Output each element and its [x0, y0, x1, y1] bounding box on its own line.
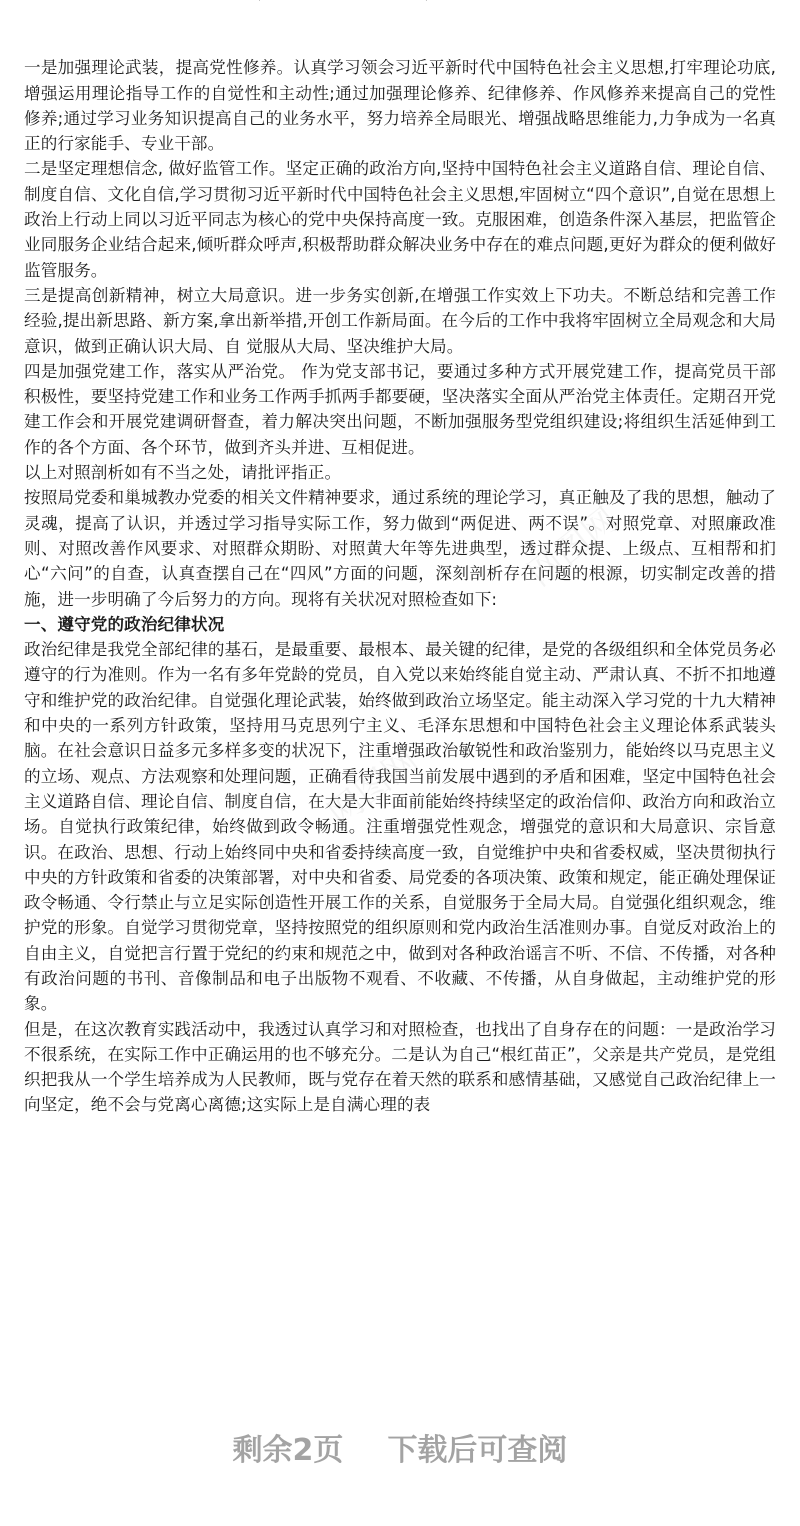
paragraph-political-discipline: 政治纪律是我党全部纪律的基石，是最重要、最根本、最关键的纪律，是党的各级组织和全体党员务必遵守的行为准则。作为一名有多年党龄的党员，自入党以来始终能自觉主动、严肃认真、不折不扣地遵守和维护党的政治纪律。自觉强化理论武装，始终做到政治立场坚定。能主动深入学习党的十九大精神和中央的一系列方针政策，坚持用马克思列宁主义、毛泽东思想和中国特色社会主义理论体系武装头脑。在社会意识日益多元多样多变的状况下，注重增强政治敏锐性和政治鉴别力，能始终以马克思主义的立场、观点、方法观察和处理问题，正确看待我国当前发展中遇到的矛盾和困难，坚定中国特色社会主义道路自信、理论自信、制度自信，在大是大非面前能始终持续坚定的政治信仰、政治方向和政治立场。自觉执行政策纪律，始终做到政令畅通。注重增强党性观念，增强党的意识和大局意识、宗旨意识。在政治、思想、行动上始终同中央和省委持续高度一致，自觉维护中央和省委权威，坚决贯彻执行中央的方针政策和省委的决策部署，对中央和省委、局党委的各项决策、政策和规定，能正确处理保证政令畅通、令行禁止与立足实际创造性开展工作的关系，自觉服务于全局大局。自觉强化组织观念，维护党的形象。自觉学习贯彻党章，坚持按照党的组织原则和党内政治生活准则办事。自觉反对政治上的自由主义，自觉把言行置于党纪的约束和规范之中，做到对各种政治谣言不听、不信、不传播，对各种有政治问题的书刊、音像制品和电子出版物不观看、不收藏、不传播，从自身做起，主动维护党的形象。: [24, 640, 776, 1014]
paragraph-strengthen-theory: 一是加强理论武装，提高党性修养。认真学习领会习近平新时代中国特色社会主义思想,打牢理论功底,增强运用理论指导工作的自觉性和主动性;通过加强理论修养、纪律修养、作风修养来提高自己的党性修养;通过学习业务知识提高自己的业务水平，努力培养全局眼光、增强战略思维能力,力争成为一名真正的行家能手、专业干部。: [24, 58, 776, 154]
paragraph-party-building: 四是加强党建工作，落实从严治党。 作为党支部书记，要通过多种方式开展党建工作，提高党员干部积极性，要坚持党建工作和业务工作两手抓两手都要硬，坚决落实全面从严治党主体责任。定期召开党建工作会和开展党建调研督查，着力解决突出问题，不断加强服务型党组织建设;将组织生活延伸到工作的各个方面、各个环节，做到齐头并进、互相促进。: [24, 361, 776, 457]
remaining-pages-label: 剩余2页: [232, 1433, 344, 1468]
paragraph-problems-found: 但是，在这次教育实践活动中，我透过认真学习和对照检查，也找出了自身存在的问题：一是政治学习不很系统，在实际工作中正确运用的也不够充分。二是认为自己“根红苗正”，父亲是共产党员，是党组织把我从一个学生培养成为人民教师，既与党存在着天然的联系和感情基础，又感觉自己政治纪律上一向坚定，绝不会与党离心离德;这实际上是自满心理的表: [24, 1019, 776, 1115]
download-to-view-label[interactable]: 下载后可查阅: [387, 1433, 568, 1468]
paragraph-self-check-intro: 按照局党委和巢城教办党委的相关文件精神要求，通过系统的理论学习，真正触及了我的思想，触动了灵魂，提高了认识，并透过学习指导实际工作，努力做到“两促进、两不误”。对照党章、对照廉政准则、对照改善作风要求、对照群众期盼、对照黄大年等先进典型，透过群众提、上级点、互相帮和扪心“六问”的自查，认真查摆自己在“四风”方面的问题，深刻剖析存在问题的根源，切实制定改善的措施，进一步明确了今后努力的方向。现将有关状况对照检查如下:: [24, 488, 776, 609]
document-body: [24, 0, 776, 1118]
section-heading: 一、遵守党的政治纪律状况: [24, 614, 225, 634]
download-prompt-banner[interactable]: [0, 1418, 800, 1484]
paragraph-firm-ideals: 二是坚定理想信念, 做好监管工作。坚定正确的政治方向,坚持中国特色社会主义道路自信、理论自信、制度自信、文化自信,学习贯彻习近平新时代中国特色社会主义思想,牢固树立“四个意识”,自觉在思想上政治上行动上同以习近平同志为核心的党中央保持高度一致。克服困难，创造条件深入基层，把监管企业同服务企业结合起来,倾听群众呼声,积极帮助群众解决业务中存在的难点问题,更好为群众的便利做好监管服务。: [24, 159, 776, 280]
watermark: 网图网: [520, 500, 626, 595]
paragraph-innovation: 三是提高创新精神，树立大局意识。进一步务实创新,在增强工作实效上下功夫。不断总结和完善工作经验,提出新思路、新方案,拿出新举措,开创工作新局面。在今后的工作中我将牢固树立全局观念和大局意识，做到正确认识大局、自 觉服从大局、坚决维护大局。: [24, 285, 776, 356]
watermark: 网图网: [320, 740, 426, 835]
paragraph-closing-remark: 以上对照剖析如有不当之处，请批评指正。: [24, 463, 342, 483]
paragraph-gap: [24, 4, 776, 55]
